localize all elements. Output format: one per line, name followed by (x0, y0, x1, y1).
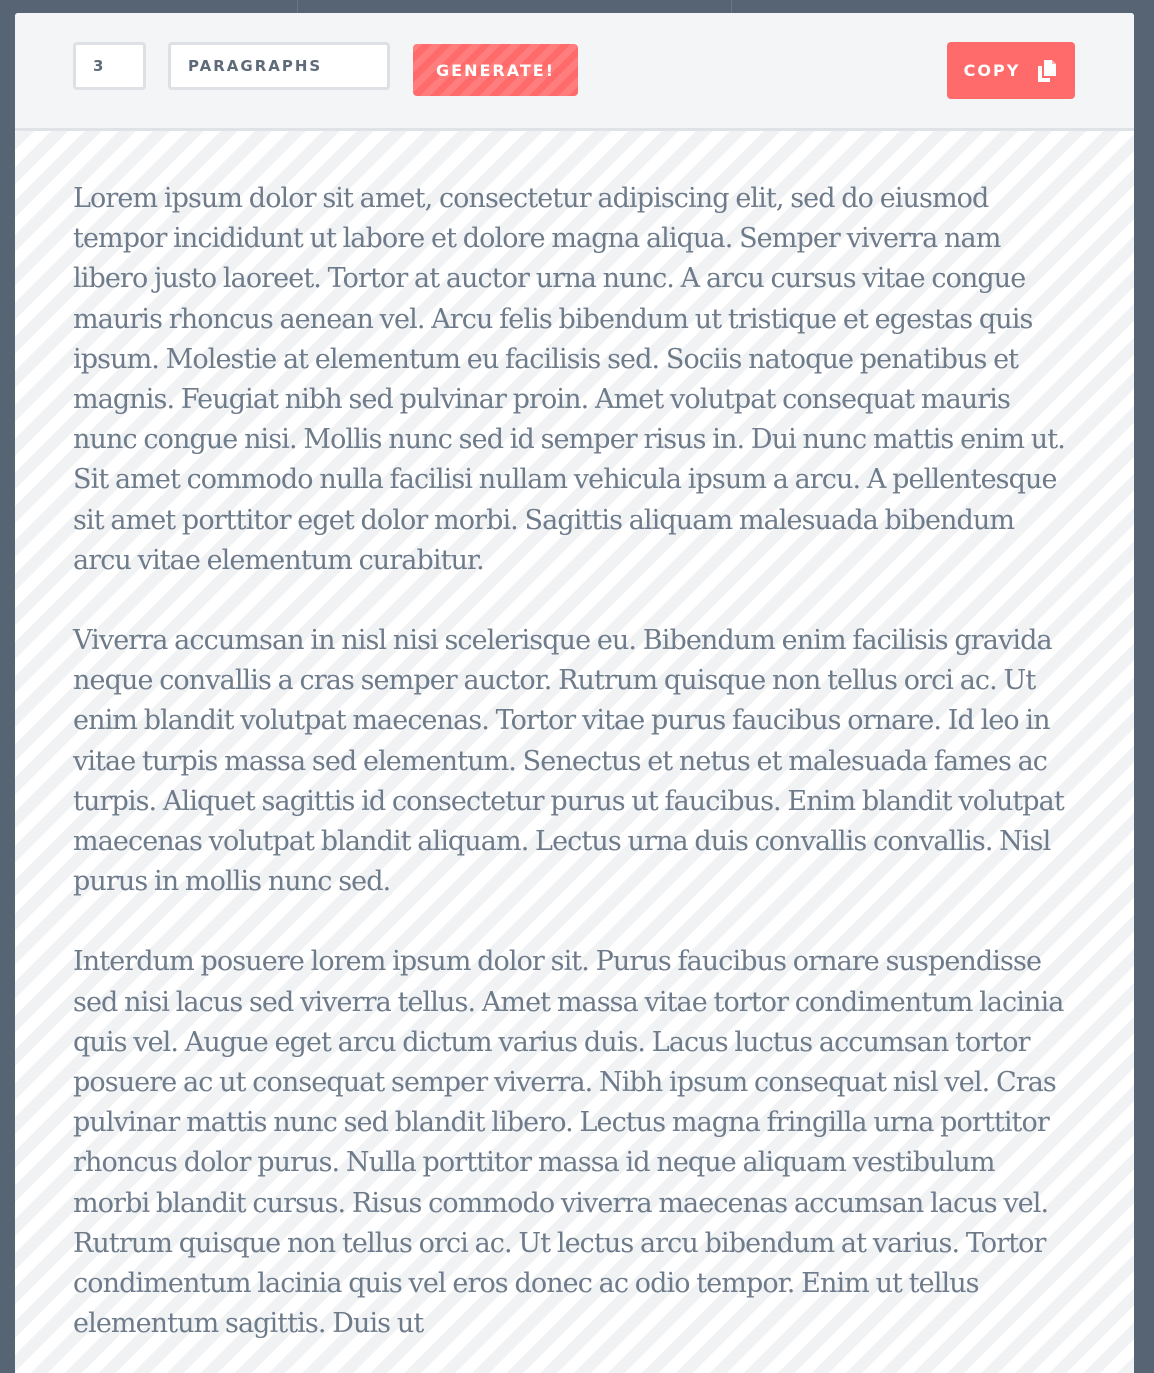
background-divider (731, 0, 732, 13)
generate-button[interactable]: GENERATE! (413, 44, 578, 96)
copy-button-label: COPY (963, 61, 1021, 80)
paragraph-count-input[interactable] (73, 42, 146, 90)
unit-select[interactable]: PARAGRAPHS (168, 42, 390, 90)
toolbar (15, 13, 1134, 131)
clipboard-icon (1038, 60, 1056, 82)
generator-panel (15, 13, 1134, 1373)
generated-text-area (15, 131, 1134, 1373)
copy-button[interactable] (947, 42, 1075, 99)
paragraph: Lorem ipsum dolor sit amet, consectetur adipiscing elit, sed do eiusmod tempor incididunt ut labore et dolore magna aliqua. Semper viverra nam libero justo laoreet. Tortor at auctor urna nunc. A arcu cursus vitae congue mauris rhoncus aenean vel. Arcu felis bibendum ut tristique et egestas quis ipsum. Molestie at elementum eu facilisis sed. Sociis natoque penatibus et magnis. Feugiat nibh sed pulvinar proin. Amet volutpat consequat mauris nunc congue nisi. Mollis nunc sed id semper risus in. Dui nunc mattis enim ut. Sit amet commodo nulla facilisi nullam vehicula ipsum a arcu. A pellentesque sit amet porttitor eget dolor morbi. Sagittis aliquam malesuada bibendum arcu vitae elementum curabitur. (73, 183, 1065, 576)
paragraph: Viverra accumsan in nisl nisi scelerisque eu. Bibendum enim facilisis gravida neque convallis a cras semper auctor. Rutrum quisque non tellus orci ac. Ut enim blandit volutpat maecenas. Tortor vitae purus faucibus ornare. Id leo in vitae turpis massa sed elementum. Senectus et netus et malesuada fames ac turpis. Aliquet sagittis id consectetur purus ut faucibus. Enim blandit volutpat maecenas volutpat blandit aliquam. Lectus urna duis convallis convallis. Nisl purus in mollis nunc sed. (73, 625, 1064, 898)
background-divider (297, 0, 298, 13)
paragraph: Interdum posuere lorem ipsum dolor sit. Purus faucibus ornare suspendisse sed nisi lacus sed viverra tellus. Amet massa vitae tortor condimentum lacinia quis vel. Augue eget arcu dictum varius duis. Lacus luctus accumsan tortor posuere ac ut consequat semper viverra. Nibh ipsum consequat nisl vel. Cras pulvinar mattis nunc sed blandit libero. Lectus magna fringilla urna porttitor rhoncus dolor purus. Nulla porttitor massa id neque aliquam vestibulum morbi blandit cursus. Risus commodo viverra maecenas accumsan lacus vel. Rutrum quisque non tellus orci ac. Ut lectus arcu bibendum at varius. Tortor condimentum lacinia quis vel eros donec ac odio tempor. Enim ut tellus elementum sagittis. Duis ut (73, 946, 1064, 1340)
